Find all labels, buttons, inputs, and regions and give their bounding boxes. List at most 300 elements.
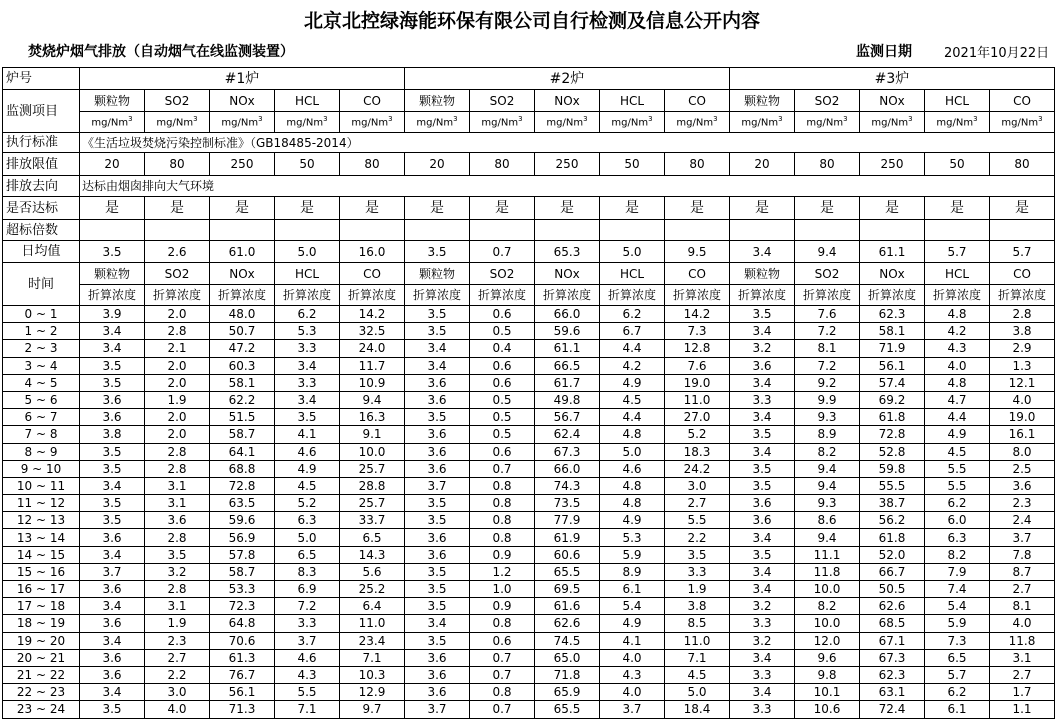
value-cell: 4.5 [275,477,340,494]
value-cell: 9.1 [340,426,405,443]
converted-header: 折算浓度 [340,285,405,306]
value-cell: 3.1 [145,477,210,494]
time-cell: 22 ~ 23 [3,684,80,701]
value-cell: 2.5 [990,460,1055,477]
value-cell: 55.5 [860,477,925,494]
limit-value: 50 [925,153,990,176]
value-cell: 0.6 [470,306,535,323]
value-cell: 12.9 [340,684,405,701]
hour-row [3,563,1055,580]
value-cell: 3.4 [730,684,795,701]
time-cell: 10 ~ 11 [3,477,80,494]
value-cell: 57.4 [860,374,925,391]
converted-header: 折算浓度 [990,285,1055,306]
hourly-pollutant-header: NOx [535,263,600,285]
value-cell: 62.6 [860,598,925,615]
daily-avg-value: 3.5 [80,241,145,263]
value-cell: 3.4 [275,391,340,408]
value-cell: 3.1 [145,598,210,615]
daily-avg-value: 2.6 [145,241,210,263]
value-cell: 6.2 [600,306,665,323]
unit-row [3,112,1055,133]
value-cell: 0.4 [470,340,535,357]
value-cell: 3.4 [730,649,795,666]
value-cell: 2.8 [145,460,210,477]
value-cell: 8.1 [990,598,1055,615]
value-cell: 5.2 [275,495,340,512]
value-cell: 66.0 [535,306,600,323]
unit-cell [860,112,925,133]
value-cell: 2.8 [145,581,210,598]
value-cell: 11.0 [340,615,405,632]
value-cell: 4.0 [145,701,210,718]
value-cell: 77.9 [535,512,600,529]
limit-value: 250 [535,153,600,176]
value-cell: 5.5 [275,684,340,701]
hourly-pollutant-header: CO [990,263,1055,285]
daily-avg-value: 5.0 [600,241,665,263]
pollutant-header: NOx [210,90,275,112]
compliance-label: 是否达标 [3,197,80,220]
compliance-value: 是 [470,197,535,220]
hour-row [3,340,1055,357]
value-cell: 3.6 [80,649,145,666]
value-cell: 6.1 [600,581,665,598]
value-cell: 56.1 [860,357,925,374]
value-cell: 2.8 [990,306,1055,323]
time-cell: 13 ~ 14 [3,529,80,546]
time-cell: 1 ~ 2 [3,323,80,340]
value-cell: 4.3 [600,666,665,683]
compliance-value: 是 [405,197,470,220]
daily-avg-value: 5.7 [925,241,990,263]
value-cell: 8.6 [795,512,860,529]
value-cell: 3.5 [80,443,145,460]
value-cell: 5.9 [925,615,990,632]
daily-avg-value: 16.0 [340,241,405,263]
time-cell: 18 ~ 19 [3,615,80,632]
value-cell: 71.8 [535,666,600,683]
hour-row [3,615,1055,632]
value-cell: 74.5 [535,632,600,649]
converted-header: 折算浓度 [145,285,210,306]
value-cell: 0.7 [470,701,535,718]
value-cell: 9.4 [340,391,405,408]
limit-value: 80 [340,153,405,176]
value-cell: 76.7 [210,666,275,683]
value-cell: 70.6 [210,632,275,649]
pollutant-header: HCL [275,90,340,112]
value-cell: 3.3 [275,340,340,357]
value-cell: 33.7 [340,512,405,529]
value-cell: 27.0 [665,409,730,426]
value-cell: 74.3 [535,477,600,494]
value-cell: 0.7 [470,666,535,683]
value-cell: 2.1 [145,340,210,357]
hour-row [3,306,1055,323]
value-cell: 65.0 [535,649,600,666]
value-cell: 63.1 [860,684,925,701]
value-cell: 6.5 [925,649,990,666]
exceed-value [665,220,730,241]
limit-value: 50 [600,153,665,176]
value-cell: 2.7 [145,649,210,666]
value-cell: 3.4 [80,598,145,615]
value-cell: 3.4 [80,546,145,563]
value-cell: 3.5 [80,460,145,477]
value-cell: 9.4 [795,529,860,546]
furnace-row [3,68,1055,90]
pollutant-header: CO [340,90,405,112]
value-cell: 3.4 [275,357,340,374]
exceed-value [535,220,600,241]
unit-cell [730,112,795,133]
compliance-value: 是 [665,197,730,220]
value-cell: 3.6 [405,443,470,460]
value-cell: 0.8 [470,615,535,632]
value-cell: 24.0 [340,340,405,357]
value-cell: 4.0 [600,684,665,701]
compliance-value: 是 [600,197,665,220]
value-cell: 3.4 [730,323,795,340]
value-cell: 73.5 [535,495,600,512]
compliance-value: 是 [730,197,795,220]
exceed-value [275,220,340,241]
value-cell: 3.4 [80,340,145,357]
value-cell: 62.3 [860,306,925,323]
furnace-label: 炉号 [3,68,80,90]
value-cell: 0.8 [470,529,535,546]
value-cell: 8.1 [795,340,860,357]
value-cell: 3.5 [405,409,470,426]
value-cell: 3.6 [730,357,795,374]
value-cell: 3.5 [405,323,470,340]
value-cell: 6.1 [925,701,990,718]
value-cell: 4.0 [990,615,1055,632]
value-cell: 72.4 [860,701,925,718]
value-cell: 8.9 [600,563,665,580]
exceed-value [80,220,145,241]
unit-text: mg/Nm [351,117,389,129]
value-cell: 58.1 [860,323,925,340]
value-cell: 8.9 [795,426,860,443]
converted-header: 折算浓度 [535,285,600,306]
value-cell: 2.3 [990,495,1055,512]
hourly-pollutant-row [3,263,1055,285]
value-cell: 2.8 [145,443,210,460]
value-cell: 3.6 [990,477,1055,494]
value-cell: 4.8 [925,306,990,323]
time-cell: 20 ~ 21 [3,649,80,666]
value-cell: 2.3 [145,632,210,649]
value-cell: 3.5 [730,477,795,494]
value-cell: 8.0 [990,443,1055,460]
value-cell: 4.8 [600,495,665,512]
value-cell: 3.6 [405,684,470,701]
value-cell: 3.5 [730,460,795,477]
hourly-pollutant-header: NOx [210,263,275,285]
value-cell: 4.5 [600,391,665,408]
value-cell: 4.1 [275,426,340,443]
value-cell: 4.5 [665,666,730,683]
value-cell: 63.5 [210,495,275,512]
unit-text: mg/Nm [806,117,844,129]
value-cell: 60.3 [210,357,275,374]
value-cell: 0.6 [470,632,535,649]
value-cell: 3.5 [730,546,795,563]
value-cell: 3.3 [730,615,795,632]
unit-text: mg/Nm [936,117,974,129]
value-cell: 3.1 [145,495,210,512]
unit-cell [990,112,1055,133]
limit-label: 排放限值 [3,153,80,176]
value-cell: 0.5 [470,426,535,443]
value-cell: 4.4 [600,340,665,357]
compliance-value: 是 [860,197,925,220]
exceed-row [3,220,1055,241]
value-cell: 7.6 [795,306,860,323]
value-cell: 6.9 [275,581,340,598]
unit-text: mg/Nm [611,117,649,129]
hourly-pollutant-header: HCL [600,263,665,285]
value-cell: 1.9 [145,391,210,408]
unit-cell [145,112,210,133]
value-cell: 6.4 [340,598,405,615]
time-cell: 4 ~ 5 [3,374,80,391]
pollutant-header: NOx [860,90,925,112]
hourly-pollutant-header: 颗粒物 [405,263,470,285]
time-cell: 23 ~ 24 [3,701,80,718]
value-cell: 72.3 [210,598,275,615]
compliance-value: 是 [80,197,145,220]
value-cell: 4.1 [600,632,665,649]
value-cell: 56.7 [535,409,600,426]
value-cell: 2.8 [145,529,210,546]
value-cell: 18.4 [665,701,730,718]
value-cell: 64.8 [210,615,275,632]
value-cell: 59.6 [210,512,275,529]
value-cell: 3.4 [730,374,795,391]
pollutant-header: 颗粒物 [405,90,470,112]
items-label: 监测项目 [3,90,80,133]
value-cell: 3.4 [730,409,795,426]
unit-superscript: 3 [1038,114,1043,123]
value-cell: 61.1 [535,340,600,357]
unit-cell [210,112,275,133]
pollutant-header: NOx [535,90,600,112]
unit-superscript: 3 [388,114,393,123]
unit-text: mg/Nm [741,117,779,129]
value-cell: 3.4 [405,615,470,632]
standard-text: 《生活垃圾焚烧污染控制标准》（GB18485-2014） [80,133,1055,153]
value-cell: 66.5 [535,357,600,374]
value-cell: 0.8 [470,684,535,701]
value-cell: 3.8 [80,426,145,443]
value-cell: 3.5 [405,563,470,580]
value-cell: 60.6 [535,546,600,563]
value-cell: 5.5 [925,460,990,477]
pollutant-header: SO2 [795,90,860,112]
value-cell: 6.5 [340,529,405,546]
value-cell: 68.8 [210,460,275,477]
pollutant-header: HCL [925,90,990,112]
hour-row [3,581,1055,598]
exceed-value [730,220,795,241]
exceed-value [990,220,1055,241]
standard-label: 执行标准 [3,133,80,153]
value-cell: 1.9 [145,615,210,632]
value-cell: 4.4 [600,409,665,426]
daily-avg-value: 9.4 [795,241,860,263]
pollutant-header: 颗粒物 [80,90,145,112]
unit-text: mg/Nm [676,117,714,129]
value-cell: 3.7 [405,477,470,494]
value-cell: 4.4 [925,409,990,426]
unit-text: mg/Nm [1001,117,1039,129]
value-cell: 47.2 [210,340,275,357]
hour-row [3,460,1055,477]
value-cell: 8.7 [990,563,1055,580]
value-cell: 10.0 [340,443,405,460]
unit-cell [470,112,535,133]
converted-header: 折算浓度 [860,285,925,306]
time-cell: 5 ~ 6 [3,391,80,408]
daily-avg-value: 0.7 [470,241,535,263]
value-cell: 6.2 [275,306,340,323]
unit-cell [600,112,665,133]
value-cell: 1.1 [990,701,1055,718]
pollutant-row [3,90,1055,112]
unit-text: mg/Nm [416,117,454,129]
value-cell: 3.4 [405,357,470,374]
value-cell: 11.8 [990,632,1055,649]
value-cell: 3.6 [405,374,470,391]
value-cell: 7.4 [925,581,990,598]
compliance-value: 是 [145,197,210,220]
exceed-value [210,220,275,241]
value-cell: 5.5 [665,512,730,529]
value-cell: 6.0 [925,512,990,529]
value-cell: 10.1 [795,684,860,701]
hour-row [3,546,1055,563]
value-cell: 7.2 [795,323,860,340]
value-cell: 19.0 [990,409,1055,426]
value-cell: 64.1 [210,443,275,460]
value-cell: 5.5 [925,477,990,494]
value-cell: 0.9 [470,598,535,615]
value-cell: 11.1 [795,546,860,563]
unit-text: mg/Nm [156,117,194,129]
value-cell: 3.3 [730,391,795,408]
value-cell: 56.2 [860,512,925,529]
converted-header: 折算浓度 [470,285,535,306]
pollutant-header: HCL [600,90,665,112]
value-cell: 4.9 [600,374,665,391]
pollutant-header: 颗粒物 [730,90,795,112]
value-cell: 68.5 [860,615,925,632]
exceed-value [925,220,990,241]
value-cell: 5.3 [600,529,665,546]
daily-avg-value: 5.7 [990,241,1055,263]
value-cell: 7.1 [665,649,730,666]
value-cell: 12.0 [795,632,860,649]
value-cell: 2.4 [990,512,1055,529]
value-cell: 3.2 [730,598,795,615]
converted-header: 折算浓度 [80,285,145,306]
value-cell: 6.5 [275,546,340,563]
value-cell: 10.6 [795,701,860,718]
unit-superscript: 3 [648,114,653,123]
value-cell: 11.7 [340,357,405,374]
value-cell: 5.7 [925,666,990,683]
time-label: 时间 [3,263,80,306]
value-cell: 3.7 [990,529,1055,546]
value-cell: 9.3 [795,409,860,426]
value-cell: 3.4 [80,477,145,494]
value-cell: 3.6 [145,512,210,529]
value-cell: 3.7 [600,701,665,718]
time-cell: 2 ~ 3 [3,340,80,357]
unit-text: mg/Nm [91,117,129,129]
value-cell: 7.3 [665,323,730,340]
value-cell: 3.4 [80,632,145,649]
destination-label: 排放去向 [3,176,80,197]
unit-superscript: 3 [713,114,718,123]
value-cell: 23.4 [340,632,405,649]
hour-row [3,512,1055,529]
compliance-row [3,197,1055,220]
time-cell: 14 ~ 15 [3,546,80,563]
converted-header: 折算浓度 [730,285,795,306]
value-cell: 7.1 [275,701,340,718]
value-cell: 3.5 [405,512,470,529]
exceed-label: 超标倍数 [3,220,80,241]
value-cell: 62.3 [860,666,925,683]
hourly-pollutant-header: SO2 [470,263,535,285]
value-cell: 3.6 [80,666,145,683]
unit-text: mg/Nm [221,117,259,129]
value-cell: 1.0 [470,581,535,598]
value-cell: 3.5 [405,632,470,649]
value-cell: 0.8 [470,477,535,494]
value-cell: 14.3 [340,546,405,563]
value-cell: 3.5 [730,306,795,323]
value-cell: 57.8 [210,546,275,563]
value-cell: 18.3 [665,443,730,460]
converted-row [3,285,1055,306]
unit-cell [80,112,145,133]
limit-value: 250 [860,153,925,176]
value-cell: 10.0 [795,615,860,632]
hour-row [3,632,1055,649]
value-cell: 7.9 [925,563,990,580]
pollutant-header: CO [665,90,730,112]
value-cell: 3.5 [80,374,145,391]
value-cell: 3.6 [80,391,145,408]
value-cell: 16.3 [340,409,405,426]
daily-avg-row [3,241,1055,263]
converted-header: 折算浓度 [405,285,470,306]
value-cell: 50.5 [860,581,925,598]
hourly-pollutant-header: CO [340,263,405,285]
time-cell: 17 ~ 18 [3,598,80,615]
value-cell: 5.9 [600,546,665,563]
value-cell: 3.6 [80,615,145,632]
time-cell: 6 ~ 7 [3,409,80,426]
value-cell: 3.7 [275,632,340,649]
value-cell: 9.7 [340,701,405,718]
value-cell: 5.2 [665,426,730,443]
